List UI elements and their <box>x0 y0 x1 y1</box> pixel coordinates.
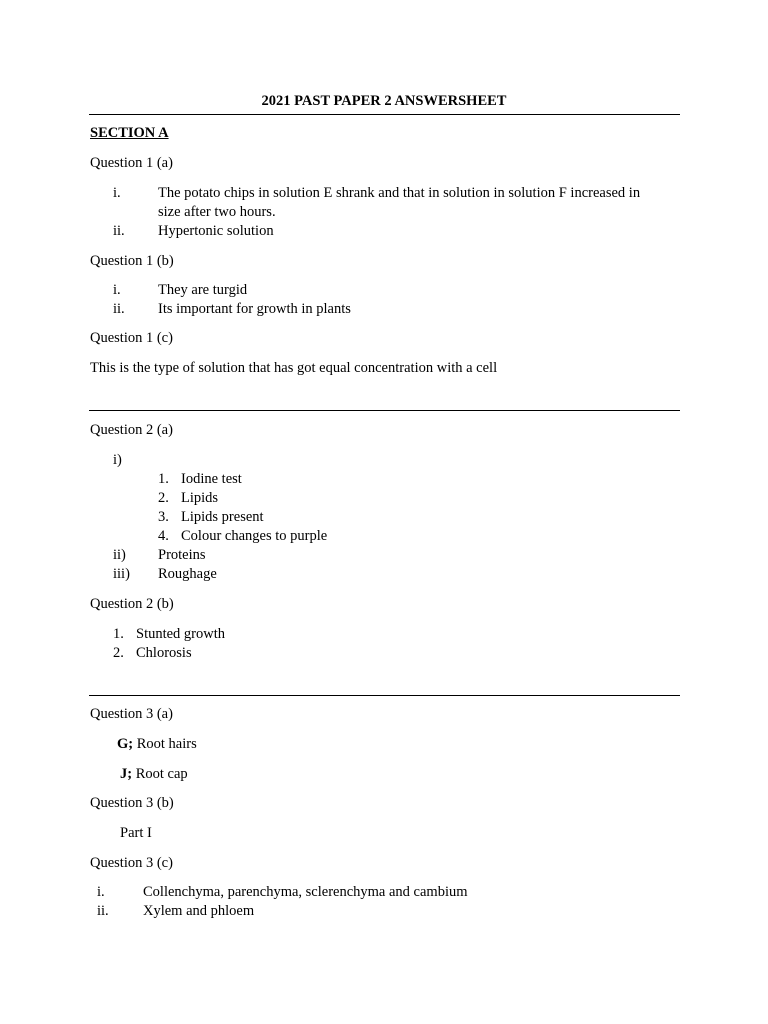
q2a-subitem-text: Lipids present <box>181 509 264 525</box>
q2a-item-num: i) <box>113 452 122 468</box>
q3c-item-text: Collenchyma, parenchyma, sclerenchyma and cambium <box>143 884 468 900</box>
q3b-answer: Part I <box>120 825 152 841</box>
q2a-item-text: Roughage <box>158 566 217 582</box>
q1a-heading: Question 1 (a) <box>90 155 173 171</box>
q1b-heading: Question 1 (b) <box>90 253 174 269</box>
q1a-item-num: ii. <box>113 223 125 239</box>
q3a-answer-j <box>120 766 188 783</box>
q1b-item-num: i. <box>113 282 121 298</box>
q1b-item-text: Its important for growth in plants <box>158 301 351 317</box>
q2a-item-num: iii) <box>113 566 130 582</box>
q2a-item-text: Proteins <box>158 547 206 563</box>
q2b-item-num: 2. <box>113 645 124 661</box>
q2b-item-text: Stunted growth <box>136 626 226 642</box>
page-title: 2021 PAST PAPER 2 ANSWERSHEET <box>261 93 507 109</box>
q3a-text-j: Root cap <box>132 766 188 782</box>
q3a-text-g: Root hairs <box>133 736 197 752</box>
q2b-item-text: Chlorosis <box>136 645 192 661</box>
q3a-heading: Question 3 (a) <box>90 706 173 722</box>
q3a-label-j: J; <box>120 766 133 782</box>
q2a-subitem-text: Colour changes to purple <box>181 528 328 544</box>
q2a-heading: Question 2 (a) <box>90 422 173 438</box>
q1b-item-num: ii. <box>113 301 125 317</box>
q1a-item-text: Hypertonic solution <box>158 223 274 239</box>
q2a-subitem-text: Iodine test <box>181 471 242 487</box>
q1a-item-num: i. <box>113 185 121 201</box>
q2a-subitem-num: 2. <box>158 490 169 506</box>
q3b-heading: Question 3 (b) <box>90 795 174 811</box>
q3c-item-num: i. <box>97 884 105 900</box>
q3c-item-text: Xylem and phloem <box>143 903 255 919</box>
q2a-subitem-text: Lipids <box>181 490 219 506</box>
q3c-heading: Question 3 (c) <box>90 855 173 871</box>
q2a-subitem-num: 1. <box>158 471 169 487</box>
q3a-answer-g <box>117 736 197 753</box>
section-divider <box>89 410 680 411</box>
section-heading: SECTION A <box>90 125 169 141</box>
title-rule <box>89 114 680 115</box>
q3c-item-num: ii. <box>97 903 109 919</box>
q1c-heading: Question 1 (c) <box>90 330 173 346</box>
q2b-item-num: 1. <box>113 626 124 642</box>
q1b-item-text: They are turgid <box>158 282 248 298</box>
q2a-subitem-num: 4. <box>158 528 169 544</box>
section-divider <box>89 695 680 696</box>
q2a-subitem-num: 3. <box>158 509 169 525</box>
q1a-item-text-cont: size after two hours. <box>158 204 276 220</box>
q2a-item-num: ii) <box>113 547 126 563</box>
q3a-label-g: G; <box>117 736 134 752</box>
q1c-answer: This is the type of solution that has got equal concentration with a cell <box>90 360 498 376</box>
q2b-heading: Question 2 (b) <box>90 596 174 612</box>
q1a-item-text: The potato chips in solution E shrank and that in solution in solution F increased in <box>158 185 641 201</box>
